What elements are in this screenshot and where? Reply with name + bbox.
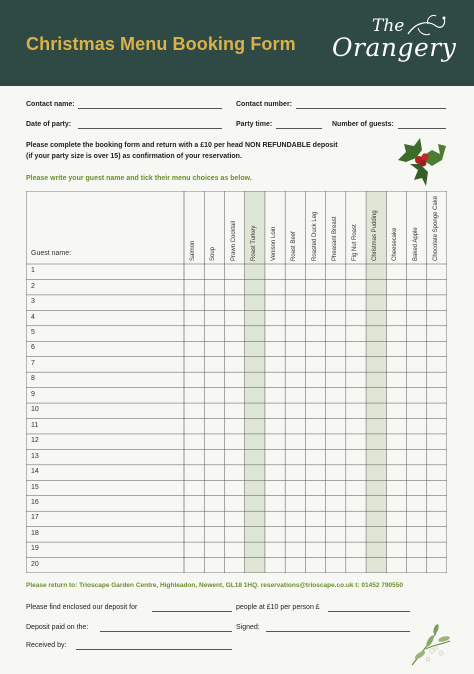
menu-column-label: Roasted Duck Leg xyxy=(311,211,318,261)
guest-row-number: 8 xyxy=(31,375,35,383)
signed-label: Signed: xyxy=(236,624,260,631)
guest-row-number: 7 xyxy=(31,359,35,367)
holly-icon xyxy=(392,130,448,188)
header-banner xyxy=(0,0,474,86)
menu-column-label: Pheasant Breast xyxy=(331,216,338,261)
guest-name-header: Guest name: xyxy=(31,250,72,257)
menu-choice-table xyxy=(26,191,447,573)
guest-row-number: 19 xyxy=(31,545,39,553)
guest-row-number: 1 xyxy=(31,267,35,275)
party-time-field[interactable] xyxy=(276,128,322,129)
guest-row-number: 12 xyxy=(31,437,39,445)
instructions xyxy=(26,140,406,162)
menu-column-label: Christmas Pudding xyxy=(372,210,379,261)
contact-number-field[interactable] xyxy=(296,108,446,109)
contact-name-field[interactable] xyxy=(78,108,222,109)
contact-name-label: Contact name: xyxy=(26,101,75,108)
signed-field[interactable] xyxy=(266,631,410,632)
menu-column-label: Baked Apple xyxy=(412,227,419,261)
deposit-amount-field[interactable] xyxy=(328,611,410,612)
deposit-paid-label: Deposit paid on the: xyxy=(26,624,89,631)
guest-row-number: 16 xyxy=(31,498,39,506)
guest-row-number: 2 xyxy=(31,282,35,290)
choices-instruction: Please write your guest name and tick their menu choices as below. xyxy=(26,175,252,182)
guest-row-number: 5 xyxy=(31,329,35,337)
instructions-line1: Please complete the booking form and return with a £10 per head NON REFUNDABLE deposit xyxy=(26,142,338,149)
menu-column-label: Venison Loin xyxy=(271,226,278,261)
guest-row-number: 17 xyxy=(31,514,39,522)
menu-column-label: Soup xyxy=(210,246,217,261)
instructions-line2: (if your party size is over 15) as confirmation of your reservation. xyxy=(26,153,242,160)
menu-column-label: Prawn Cocktail xyxy=(230,220,237,261)
return-address: Please return to: Trioscape Garden Centre, Highleadon, Newent, GL18 1HQ. reservations@trioscape.co.uk t: 01452 790550 xyxy=(26,582,403,589)
number-of-guests-field[interactable] xyxy=(398,128,446,129)
guest-row-number: 13 xyxy=(31,452,39,460)
deposit-label: Please find enclosed our deposit for xyxy=(26,604,138,611)
menu-column-label: Roast Turkey xyxy=(250,225,257,261)
menu-column-label: Chocolate Sponge Cake xyxy=(432,195,439,261)
party-time-label: Party time: xyxy=(236,121,273,128)
guest-row-number: 20 xyxy=(31,560,39,568)
date-of-party-field[interactable] xyxy=(78,128,222,129)
number-of-guests-label: Number of guests: xyxy=(332,121,394,128)
date-of-party-label: Date of party: xyxy=(26,121,72,128)
guest-row-number: 6 xyxy=(31,344,35,352)
people-rate-label: people at £10 per person £ xyxy=(236,604,320,611)
menu-column-label: Salmon xyxy=(190,240,197,261)
guest-row-number: 18 xyxy=(31,529,39,537)
menu-column-label: Fig Nut Roast xyxy=(351,224,358,261)
received-by-field[interactable] xyxy=(76,649,232,650)
guest-row-number: 11 xyxy=(31,421,39,429)
guest-row-number: 14 xyxy=(31,468,39,476)
deposit-people-field[interactable] xyxy=(152,611,232,612)
received-by-label: Received by: xyxy=(26,642,67,649)
contact-number-label: Contact number: xyxy=(236,101,292,108)
menu-column-label: Cheesecake xyxy=(392,227,399,261)
guest-row-number: 10 xyxy=(31,406,39,414)
mistletoe-icon xyxy=(406,615,458,671)
guest-row-number: 9 xyxy=(31,390,35,398)
logo-name: Orangery xyxy=(332,33,457,62)
form-title: Christmas Menu Booking Form xyxy=(26,34,296,54)
menu-column-label: Roast Beef xyxy=(291,231,298,261)
logo-the: The xyxy=(372,16,405,36)
deposit-paid-field[interactable] xyxy=(100,631,232,632)
logo-swirl-icon xyxy=(406,12,452,42)
guest-row-number: 4 xyxy=(31,313,35,321)
guest-row-number: 3 xyxy=(31,298,35,306)
guest-row-number: 15 xyxy=(31,483,39,491)
